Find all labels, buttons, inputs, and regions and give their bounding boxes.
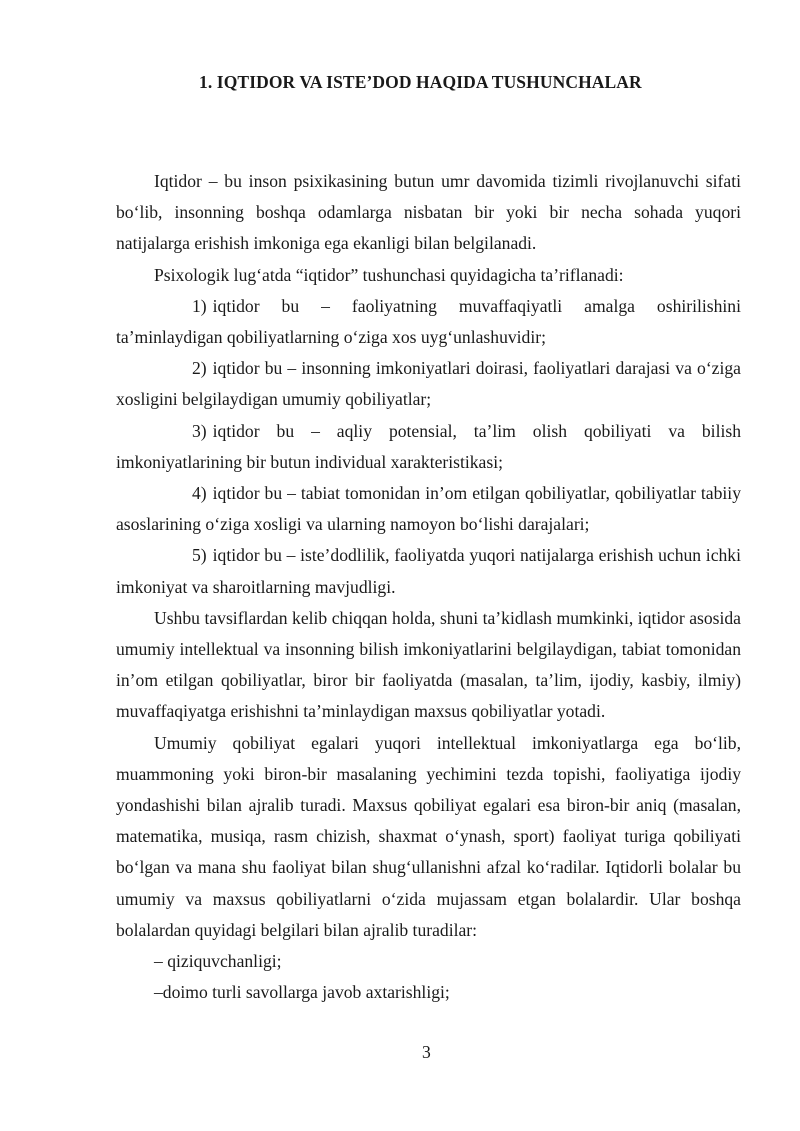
list-item (116, 416, 741, 478)
page-number: 3 (422, 1042, 431, 1062)
paragraph-abilities: Umumiy qobiliyat egalari yuqori intellektual imkoniyatlarga ega bo‘lib, muammoning yoki biron-bir masalaning yechimini tezda topishi, faoliyatiga ijodiy yondashishi bilan ajralib turadi. Maxsus qobiliyat egalari esa biron-bir aniq (masalan, matematika, musiqa, rasm chizish, shaxmat o‘ynash, sport) faoliyat turiga qobiliyati bo‘lgan va mana shu faoliyat bilan shug‘ullanishni afzal ko‘radilar. Iqtidorli bolalar bu umumiy va maxsus qobiliyatlarni o‘zida mujassam etgan bolalardir. Ular boshqa bolalardan quyidagi belgilari bilan ajralib turadilar: (116, 732, 741, 940)
paragraph-summary: Ushbu tavsiflardan kelib chiqqan holda, shuni ta’kidlash mumkinki, iqtidor asosida umumiy intellektual va insonning bilish imkoniyatlarini belgilaydigan, tabiat tomonidan in’om etilgan qobiliyatlar, biror bir faoliyatda (masalan, ta’lim, ijodiy, kasbiy, ilmiy) muvaffaqiyatga erishishni ta’minlaydigan maxsus qobiliyatlar yotadi. (116, 607, 741, 722)
list-item (116, 353, 741, 415)
list-item-text: iqtidor bu – iste’dodlilik, faoliyatda yuqori natijalarga erishish uchun ichki imkoniyat va sharoitlarning mavjudligi. (116, 545, 741, 597)
list-item-number: 5) (192, 545, 207, 566)
dash-list-item: –doimo turli savollarga javob axtarishligi; (154, 982, 450, 1003)
list-item (116, 291, 741, 353)
dash-list-item: – qiziquvchanligi; (154, 951, 282, 972)
body-text (116, 166, 741, 1008)
list-item-number: 4) (192, 483, 207, 504)
paragraph-dictionary-intro: Psixologik lug‘atda “iqtidor” tushunchasi quyidagicha ta’riflanadi: (154, 264, 624, 285)
list-item-text: iqtidor bu – tabiat tomonidan in’om etilgan qobiliyatlar, qobiliyatlar tabiiy asoslarining o‘ziga xosligi va ularning namoyon bo‘lishi darajalari; (116, 483, 741, 535)
section-heading: 1. IQTIDOR VA ISTE’DOD HAQIDA TUSHUNCHALAR (199, 72, 642, 92)
paragraph-definition: Iqtidor – bu inson psixikasining butun umr davomida tizimli rivojlanuvchi sifati bo‘lib, insonning boshqa odamlarga nisbatan bir yoki bir necha sohada yuqori natijalarga erishish imkoniga ega ekanligi bilan belgilanadi. (116, 171, 741, 254)
list-item-text: iqtidor bu – insonning imkoniyatlari doirasi, faoliyatlari darajasi va o‘ziga xosligini belgilaydigan umumiy qobiliyatlar; (116, 358, 741, 410)
list-item-number: 1) (192, 295, 207, 316)
list-item-text: iqtidor bu – faoliyatning muvaffaqiyatli amalga oshirilishini ta’minlaydigan qobiliyatlarning o‘ziga xos uyg‘unlashuvidir; (116, 295, 741, 348)
list-item (116, 478, 741, 540)
list-item-number: 2) (192, 358, 207, 379)
list-item-text: iqtidor bu – aqliy potensial, ta’lim olish qobiliyati va bilish imkoniyatlarining bir butun individual xarakteristikasi; (116, 420, 741, 472)
list-item-number: 3) (192, 420, 207, 441)
list-item (116, 540, 741, 602)
